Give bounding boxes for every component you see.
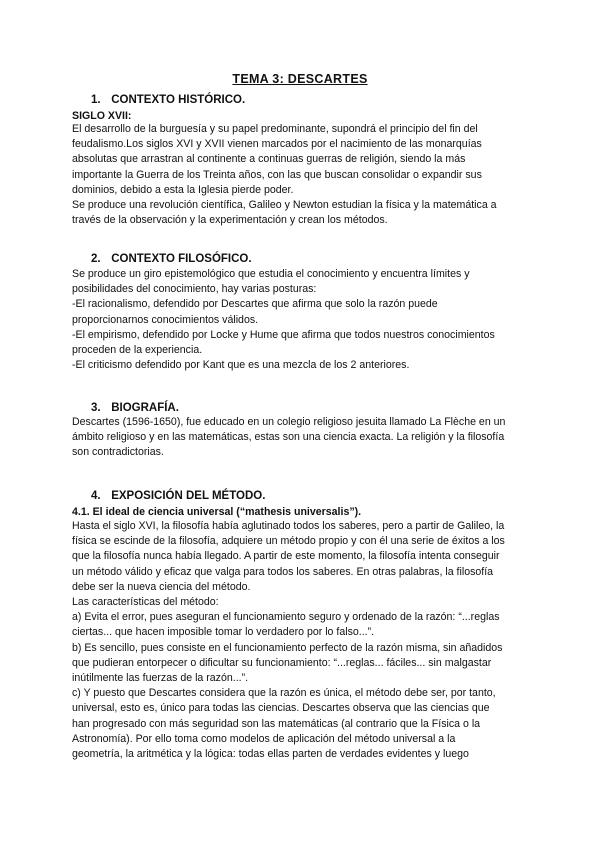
paragraph-line: Astronomía). Por ello toma como modelos de aplicación del método universal a la bbox=[72, 732, 456, 745]
paragraph-line: posibilidades del conocimiento, hay varias posturas: bbox=[72, 283, 317, 296]
section-4-heading bbox=[91, 490, 265, 502]
section-1-subheading: SIGLO XVII: bbox=[72, 110, 132, 122]
paragraph-line: proceden de la experiencia. bbox=[72, 344, 203, 357]
paragraph-line: absolutas que arrastran al continente a continuas guerras de religión, siendo la más bbox=[72, 153, 466, 166]
paragraph-line: Se produce una revolución científica, Galileo y Newton estudian la física y la matemática a bbox=[72, 199, 497, 212]
section-1-title: CONTEXTO HISTÓRICO. bbox=[111, 94, 246, 106]
section-2-body bbox=[72, 267, 532, 373]
paragraph-line: b) Es sencillo, pues consiste en el funcionamiento perfecto de la razón misma, sin añadidos bbox=[72, 641, 503, 654]
paragraph-line: -El criticismo defendido por Kant que es una mezcla de los 2 anteriores. bbox=[72, 359, 410, 372]
section-1-body bbox=[72, 122, 532, 228]
section-4-subheading: 4.1. El ideal de ciencia universal (“mathesis universalis”). bbox=[72, 506, 362, 518]
paragraph-line: Descartes (1596-1650), fue educado en un colegio religioso jesuita llamado La Flèche en un bbox=[72, 416, 506, 428]
paragraph-line: feudalismo.Los siglos XVI y XVII vienen marcados por el nacimiento de las monarquías bbox=[72, 138, 482, 151]
paragraph-line: través de la observación y la experimentación y crean los métodos. bbox=[72, 214, 388, 227]
section-3-heading bbox=[91, 402, 179, 414]
paragraph-line: física se escinde de la filosofía, adquiere un método propio y con él una serie de éxitos a los bbox=[72, 535, 505, 548]
paragraph-line: son contradictorias. bbox=[72, 446, 164, 459]
paragraph-line: que la filosofía nunca había llegado. A partir de este momento, la filosofía intenta conseguir bbox=[72, 550, 500, 563]
section-3-body bbox=[72, 415, 532, 461]
paragraph-line: Se produce un giro epistemológico que estudia el conocimiento y encuentra límites y bbox=[72, 268, 470, 280]
section-4-title: EXPOSICIÓN DEL MÉTODO. bbox=[111, 490, 266, 502]
section-2-title: CONTEXTO FILOSÓFICO. bbox=[111, 253, 252, 265]
paragraph-line: que pudieran entorpecer o dificultar su funcionamiento: “...reglas... fáciles... sin malgastar bbox=[72, 656, 492, 669]
paragraph-line: debe ser la nueva ciencia del método. bbox=[72, 580, 251, 593]
section-4-body bbox=[72, 519, 532, 762]
paragraph-line: ciertas... que hacen imposible tomar lo verdadero por lo falso...”. bbox=[72, 626, 375, 639]
paragraph-line: -El racionalismo, defendido por Descartes que afirma que solo la razón puede bbox=[72, 298, 438, 311]
paragraph-line: El desarrollo de la burguesía y su papel predominante, supondrá el principio del fin del bbox=[72, 123, 478, 135]
section-3-title: BIOGRAFÍA. bbox=[111, 402, 179, 414]
paragraph-line: un método válido y eficaz que valga para todos los saberes. En otras palabras, la filosofía bbox=[72, 565, 494, 578]
section-2-heading bbox=[91, 253, 252, 265]
paragraph-line: universal, esto es, único para todas las ciencias. Descartes observa que las ciencias que bbox=[72, 702, 490, 715]
paragraph-line: proporcionarnos conocimientos válidos. bbox=[72, 313, 259, 326]
paragraph-line: Las características del método: bbox=[72, 596, 219, 609]
paragraph-line: han progresado con más seguridad son las matemáticas (al contrario que la Física o la bbox=[72, 717, 481, 730]
paragraph-line: geometría, la aritmética y la lógica: todas ellas parten de verdades evidentes y luego bbox=[72, 748, 469, 761]
section-1-heading bbox=[91, 94, 245, 106]
paragraph-line: dominios, debido a esta la Iglesia pierde poder. bbox=[72, 183, 294, 196]
section-2-number: 2. bbox=[91, 253, 101, 265]
section-1-number: 1. bbox=[91, 94, 101, 106]
paragraph-line: inútilmente las fuerzas de la razón...”. bbox=[72, 672, 249, 685]
paragraph-line: ámbito religioso y en las matemáticas, estas son una ciencia exacta. La religión y la filosofía bbox=[72, 431, 505, 444]
page-title: TEMA 3: DESCARTES bbox=[232, 72, 368, 86]
section-3-number: 3. bbox=[91, 402, 101, 414]
paragraph-line: -El empirismo, defendido por Locke y Hume que afirma que todos nuestros conocimientos bbox=[72, 328, 495, 341]
paragraph-line: c) Y puesto que Descartes considera que la razón es única, el método debe ser, por tanto, bbox=[72, 687, 496, 700]
paragraph-line: Hasta el siglo XVI, la filosofía había aglutinado todos los saberes, pero a partir de Galileo, la bbox=[72, 520, 505, 532]
section-4-number: 4. bbox=[91, 490, 101, 502]
paragraph-line: importante la Guerra de los Treinta años, con las que buscan consolidar o expandir sus bbox=[72, 168, 482, 181]
paragraph-line: a) Evita el error, pues aseguran el funcionamiento seguro y ordenado de la razón: “...reglas bbox=[72, 611, 500, 624]
